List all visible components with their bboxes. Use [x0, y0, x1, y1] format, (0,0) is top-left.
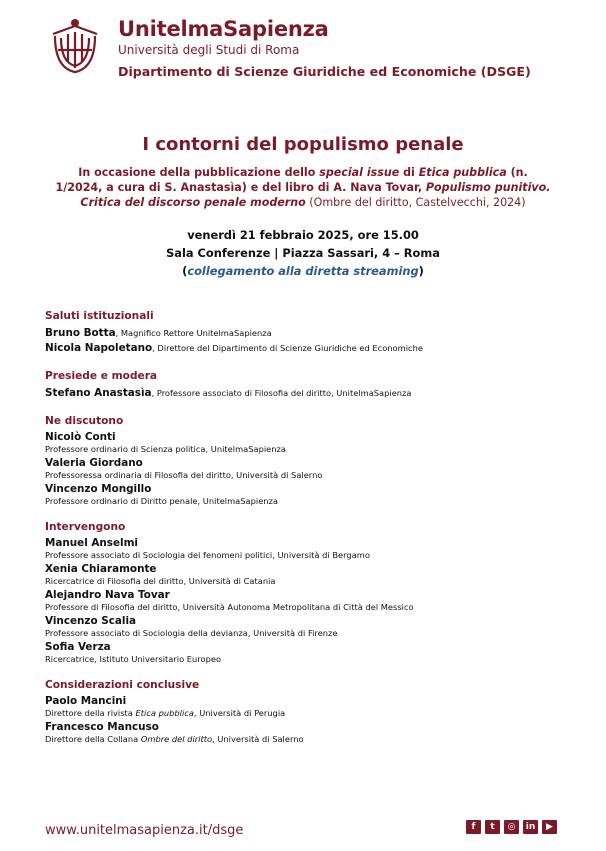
participant	[45, 341, 565, 356]
participant-name: Bruno Botta	[45, 327, 116, 339]
org-name: UnitelmaSapienza	[118, 17, 329, 41]
event-sub-italic: Etica pubblica	[418, 166, 507, 179]
participant-role: , Magnifico Rettore UnitelmaSapienza	[115, 328, 272, 338]
participant-name: Vincenzo Scalia	[45, 615, 137, 627]
participant-name: Vincenzo Mongillo	[45, 483, 152, 495]
participant-name: Nicolò Conti	[45, 431, 116, 443]
section-heading: Presiede e modera	[45, 370, 158, 382]
participant-role: , Professore associato di Filosofia del diritto, UnitelmaSapienza	[151, 388, 412, 398]
participant	[45, 589, 565, 613]
participant	[45, 641, 565, 665]
participant-role: , Direttore del Dipartimento di Scienze Giuridiche ed Economiche	[152, 343, 423, 353]
role-italic: Ombre del diritto	[140, 734, 213, 744]
participant	[45, 615, 565, 639]
youtube-icon[interactable]: ▶	[542, 820, 557, 834]
event-title-block	[0, 134, 606, 210]
participant	[45, 563, 565, 587]
participant	[45, 537, 565, 561]
participant-name: Sofia Verza	[45, 641, 111, 653]
participant-role: Professore ordinario di Scienza politica, UnitelmaSapienza	[45, 444, 286, 454]
participant	[45, 695, 565, 719]
role-italic: Etica pubblica	[135, 708, 194, 718]
event-sub-italic: Populismo punitivo. Critica del discorso penale moderno	[80, 181, 551, 209]
participant-role: Ricercatrice di Filosofia del diritto, Università di Catania	[45, 576, 276, 586]
participant	[45, 483, 565, 507]
streaming-link[interactable]: collegamento alla diretta streaming	[187, 264, 419, 278]
social-icons	[466, 820, 557, 834]
participant-role: Professore associato di Sociologia della devianza, Università di Firenze	[45, 628, 338, 638]
section-discutono	[45, 415, 565, 507]
participant-role: Professore ordinario di Diritto penale, UnitelmaSapienza	[45, 496, 278, 506]
instagram-icon[interactable]: ◎	[504, 820, 519, 834]
role-text: Direttore della rivista	[45, 708, 136, 718]
participant-name: Xenia Chiaramonte	[45, 563, 157, 575]
participant	[45, 326, 565, 341]
department-name: Dipartimento di Scienze Giuridiche ed Economiche (DSGE)	[118, 64, 531, 79]
role-text: Direttore della Collana	[45, 734, 141, 744]
participant-role: Professoressa ordinaria di Filosofia del diritto, Università di Salerno	[45, 470, 323, 480]
participant-role: Professore associato di Sociologia dei fenomeni politici, Università di Bergamo	[45, 550, 370, 560]
website-link[interactable]: www.unitelmasapienza.it/dsge	[45, 823, 244, 838]
participant-name: Stefano Anastasìa	[45, 387, 152, 399]
org-subtitle: Università degli Studi di Roma	[118, 43, 300, 57]
participant-role: Ricercatrice, Istituto Universitario Europeo	[45, 654, 222, 664]
role-text: , Università di Salerno	[212, 734, 304, 744]
event-venue: Sala Conferenze | Piazza Sassari, 4 – Roma	[166, 246, 440, 260]
participant-name: Valeria Giordano	[45, 457, 143, 469]
event-subtitle	[53, 165, 553, 210]
event-details	[0, 226, 606, 280]
section-heading: Intervengono	[45, 521, 126, 533]
header	[50, 16, 570, 86]
paren-open: (	[182, 264, 188, 278]
participant-name: Manuel Anselmi	[45, 537, 138, 549]
stream-line	[0, 262, 606, 280]
event-sub-italic: special issue	[319, 166, 400, 179]
linkedin-icon[interactable]: in	[523, 820, 538, 834]
section-heading: Saluti istituzionali	[45, 310, 154, 322]
section-saluti	[45, 310, 565, 356]
paren-close: )	[418, 264, 424, 278]
event-sub-text: (Ombre del diritto, Castelvecchi, 2024)	[305, 196, 526, 209]
programme	[45, 310, 565, 759]
participant-role	[45, 734, 565, 745]
section-heading: Ne discutono	[45, 415, 124, 427]
participant	[45, 386, 565, 401]
section-presiede	[45, 370, 565, 401]
role-text: , Università di Perugia	[193, 708, 286, 718]
event-sub-text: (n. 1/2024, a cura di S. Anastasìa) e del libro di A. Nava Tovar,	[55, 166, 528, 194]
section-heading: Considerazioni conclusive	[45, 679, 200, 691]
twitter-icon[interactable]: t	[485, 820, 500, 834]
section-intervengono	[45, 521, 565, 665]
event-title: I contorni del populismo penale	[142, 134, 464, 155]
university-logo-icon	[50, 16, 100, 76]
participant	[45, 431, 565, 455]
participant-role	[45, 708, 565, 719]
event-date: venerdì 21 febbraio 2025, ore 15.00	[187, 228, 419, 242]
participant	[45, 721, 565, 745]
event-sub-text: In occasione della pubblicazione dello	[78, 166, 320, 179]
participant-name: Paolo Mancini	[45, 695, 127, 707]
participant	[45, 457, 565, 481]
section-conclusive	[45, 679, 565, 745]
event-sub-text: di	[399, 166, 419, 179]
participant-name: Francesco Mancuso	[45, 721, 159, 733]
participant-role: Professore di Filosofia del diritto, Università Autonoma Metropolitana di Città del Messico	[45, 602, 414, 612]
participant-name: Alejandro Nava Tovar	[45, 589, 170, 601]
participant-name: Nicola Napoletano	[45, 342, 153, 354]
facebook-icon[interactable]: f	[466, 820, 481, 834]
